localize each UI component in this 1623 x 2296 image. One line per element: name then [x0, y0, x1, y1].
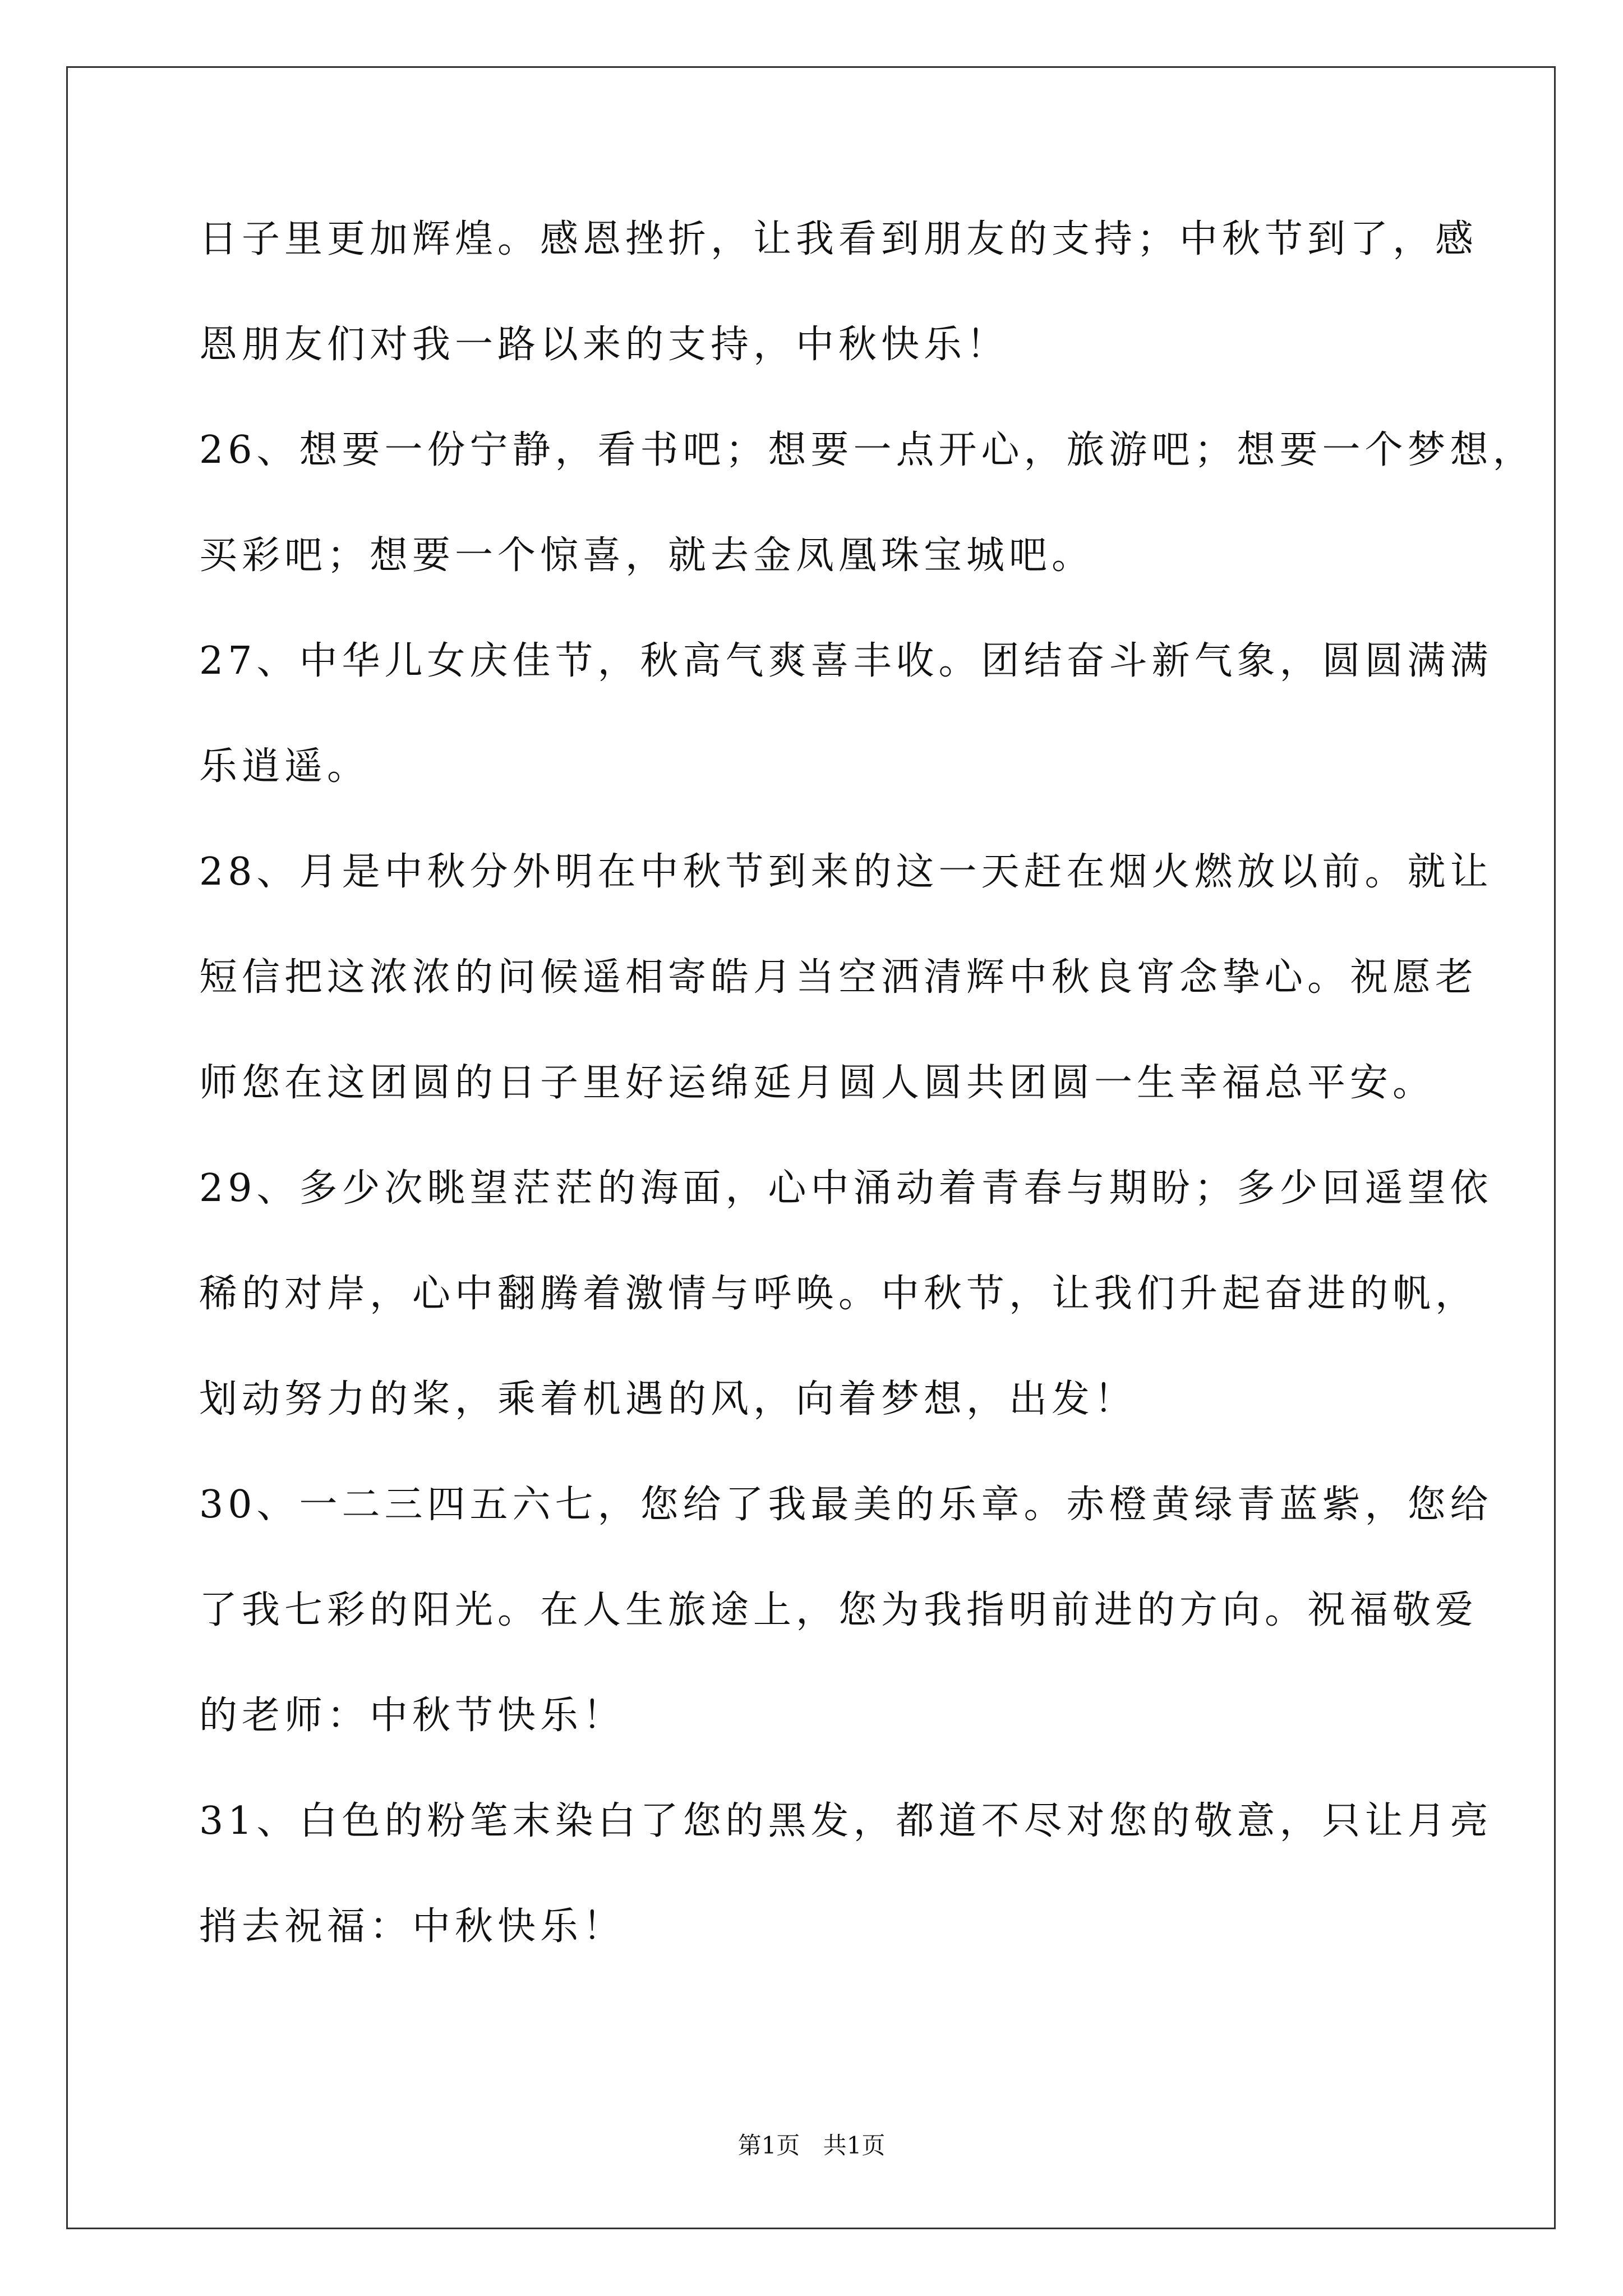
text-line: 30、一二三四五六七，您给了我最美的乐章。赤橙黄绿青蓝紫，您给 — [199, 1483, 1493, 1527]
text-line: 31、白色的粉笔末染白了您的黑发，都道不尽对您的敬意，只让月亮 — [199, 1799, 1493, 1843]
text-line: 买彩吧；想要一个惊喜，就去金凤凰珠宝城吧。 — [199, 533, 1095, 578]
text-line: 26、想要一份宁静，看书吧；想要一点开心，旅游吧；想要一个梦想， — [199, 428, 1536, 472]
text-line: 了我七彩的阳光。在人生旅途上，您为我指明前进的方向。祝福敬爱 — [199, 1588, 1478, 1632]
text-line: 的老师：中秋节快乐！ — [199, 1694, 626, 1738]
paragraph-30 — [199, 1479, 1493, 1742]
text-line: 捎去祝福：中秋快乐！ — [199, 1904, 626, 1949]
text-line: 28、月是中秋分外明在中秋节到来的这一天赶在烟火燃放以前。就让 — [199, 850, 1493, 894]
text-line: 恩朋友们对我一路以来的支持，中秋快乐！ — [199, 323, 1009, 367]
text-line: 乐逍遥。 — [199, 744, 370, 789]
page-footer — [0, 2132, 1623, 2160]
text-line: 29、多少次眺望茫茫的海面，心中涌动着青春与期盼；多少回遥望依 — [199, 1166, 1493, 1211]
paragraph-29 — [199, 1162, 1493, 1426]
page-number-total: 共1页 — [823, 2132, 886, 2159]
page-number-current: 第1页 — [737, 2132, 800, 2159]
document-body — [199, 213, 1536, 2006]
text-line: 稀的对岸，心中翻腾着激情与呼唤。中秋节，让我们升起奋进的帆， — [199, 1272, 1478, 1316]
text-line: 27、中华儿女庆佳节，秋高气爽喜丰收。团结奋斗新气象，圆圆满满 — [199, 639, 1493, 683]
text-line: 划动努力的桨，乘着机遇的风，向着梦想，出发！ — [199, 1377, 1137, 1421]
text-line: 日子里更加辉煌。感恩挫折，让我看到朋友的支持；中秋节到了，感 — [199, 217, 1478, 261]
text-line: 短信把这浓浓的问候遥相寄皓月当空洒清辉中秋良宵念挚心。祝愿老 — [199, 955, 1478, 1000]
paragraph-27 — [199, 635, 1493, 793]
paragraph-28 — [199, 846, 1493, 1110]
paragraph-continued — [199, 213, 1478, 371]
paragraph-31 — [199, 1795, 1493, 1953]
text-line: 师您在这团圆的日子里好运绵延月圆人圆共团圆一生幸福总平安。 — [199, 1061, 1436, 1105]
paragraph-26 — [199, 424, 1536, 582]
